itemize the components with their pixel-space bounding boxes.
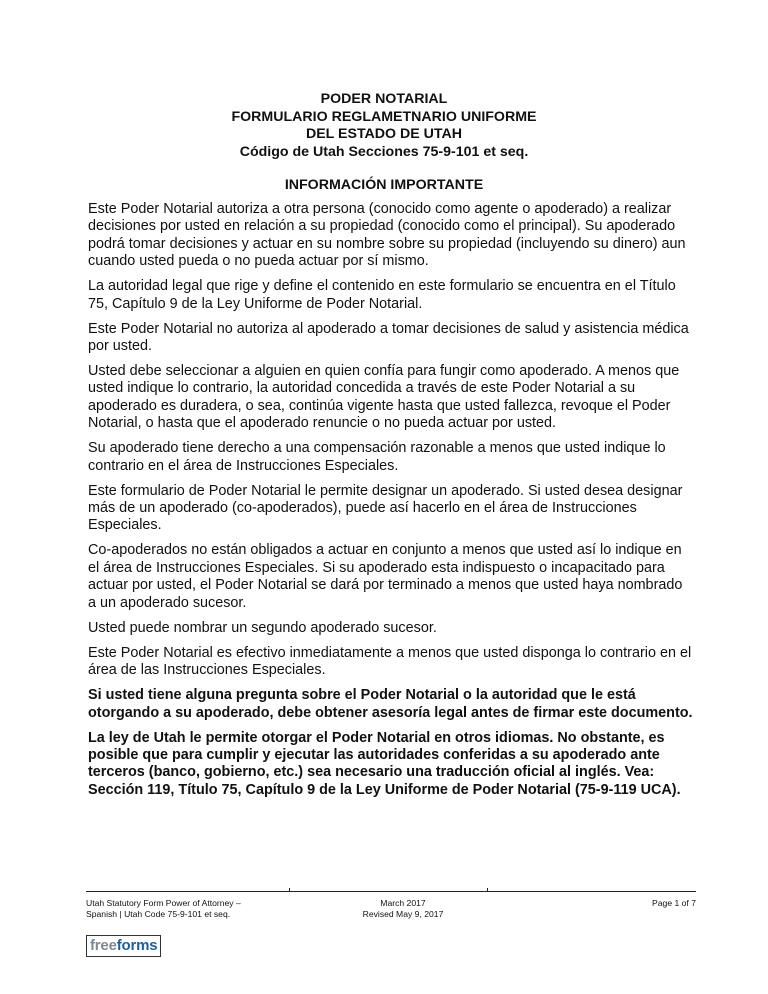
document-subtitle: FORMULARIO REGLAMETNARIO UNIFORME (231, 108, 537, 125)
footer-form-name (86, 898, 306, 920)
paragraph-translation: La ley de Utah le permite otorgar el Poder Notarial en otros idiomas. No obstante, es posible que para cumplir y ejecutar las autoridades conferidas a su apoderado ante terceros (banco, gobierno, etc.) sea necesario una traducción oficial al inglés. Vea: Sección 119, Título 75, Capítulo 9 de la Ley Uniforme de Poder Notarial (75-9-119 UCA). (88, 729, 681, 798)
section-title: INFORMACIÓN IMPORTANTE (284, 177, 484, 193)
paragraph-effective-date: Este Poder Notarial es efectivo inmediatamente a menos que usted disponga lo contrario en el área de las Instrucciones Especiales. (88, 644, 692, 679)
freeforms-logo (86, 935, 161, 957)
document-header (0, 91, 768, 161)
footer-form-name-line: Utah Statutory Form Power of Attorney – (86, 898, 241, 908)
footer-divider-tick (289, 888, 290, 891)
footer-divider (86, 891, 696, 892)
paragraph-co-agents-acting: Co-apoderados no están obligados a actuar en conjunto a menos que usted así lo indique en el área de Instrucciones Especiales. Si su apoderado esta indispuesto o incapacitado para actuar por usted, el Poder Notarial se dará por terminado a menos que usted haya nombrado a un apoderado sucesor. (88, 542, 683, 611)
paragraph-health-exclusion: Este Poder Notarial no autoriza al apoderado a tomar decisiones de salud y asistencia médica por usted. (88, 320, 689, 355)
paragraph-agent-authority: Este Poder Notarial autoriza a otra persona (conocido como agente o apoderado) a realizar decisiones por usted en relación a su propiedad (conocido como el principal). Su apoderado podrá tomar decisiones y actuar en su nombre sobre su propiedad (incluyendo su dinero) aun cuando usted pueda o no pueda actuar por sí mismo. (88, 201, 686, 270)
logo-text-forms: forms (116, 937, 158, 954)
paragraph-select-agent: Usted debe seleccionar a alguien en quien confía para fungir como apoderado. A menos que usted indique lo contrario, la autoridad concedida a través de este Poder Notarial a su apoderado es duradera, o sea, continúa vigente hasta que usted fallezca, revoque el Poder Notarial, o hasta que el apoderado renuncie o no pueda actuar por usted. (88, 363, 680, 432)
footer-revised-date: Revised May 9, 2017 (362, 909, 444, 919)
document-title: PODER NOTARIAL (320, 91, 448, 107)
footer-date: March 2017 (380, 898, 426, 908)
footer-dates (338, 898, 468, 920)
paragraph-successor-agent: Usted puede nombrar un segundo apoderado sucesor. (88, 619, 437, 636)
paragraph-compensation: Su apoderado tiene derecho a una compensación razonable a menos que usted indique lo contrario en el área de Instrucciones Especiales. (88, 440, 666, 474)
document-code-reference: Código de Utah Secciones 75-9-101 et seq. (239, 143, 529, 160)
paragraph-legal-authority: La autoridad legal que rige y define el contenido en este formulario se encuentra en el Título 75, Capítulo 9 de la Ley Uniforme de Poder Notarial. (88, 278, 676, 312)
logo-text-free: free (90, 937, 117, 954)
body-text (88, 201, 694, 807)
footer-form-name-line: Spanish | Utah Code 75-9-101 et seq. (86, 909, 231, 919)
paragraph-co-agents: Este formulario de Poder Notarial le permite designar un apoderado. Si usted desea designar más de un apoderado (co-apoderados), puede así hacerlo en el área de Instrucciones Especiales. (88, 482, 683, 534)
document-state: DEL ESTADO DE UTAH (305, 126, 463, 142)
paragraph-legal-advice: Si usted tiene alguna pregunta sobre el Poder Notarial o la autoridad que le está otorgando a su apoderado, debe obtener asesoría legal antes de firmar este documento. (88, 687, 693, 721)
page-number: Page 1 of 7 (652, 898, 696, 908)
footer-divider-tick (487, 888, 488, 891)
